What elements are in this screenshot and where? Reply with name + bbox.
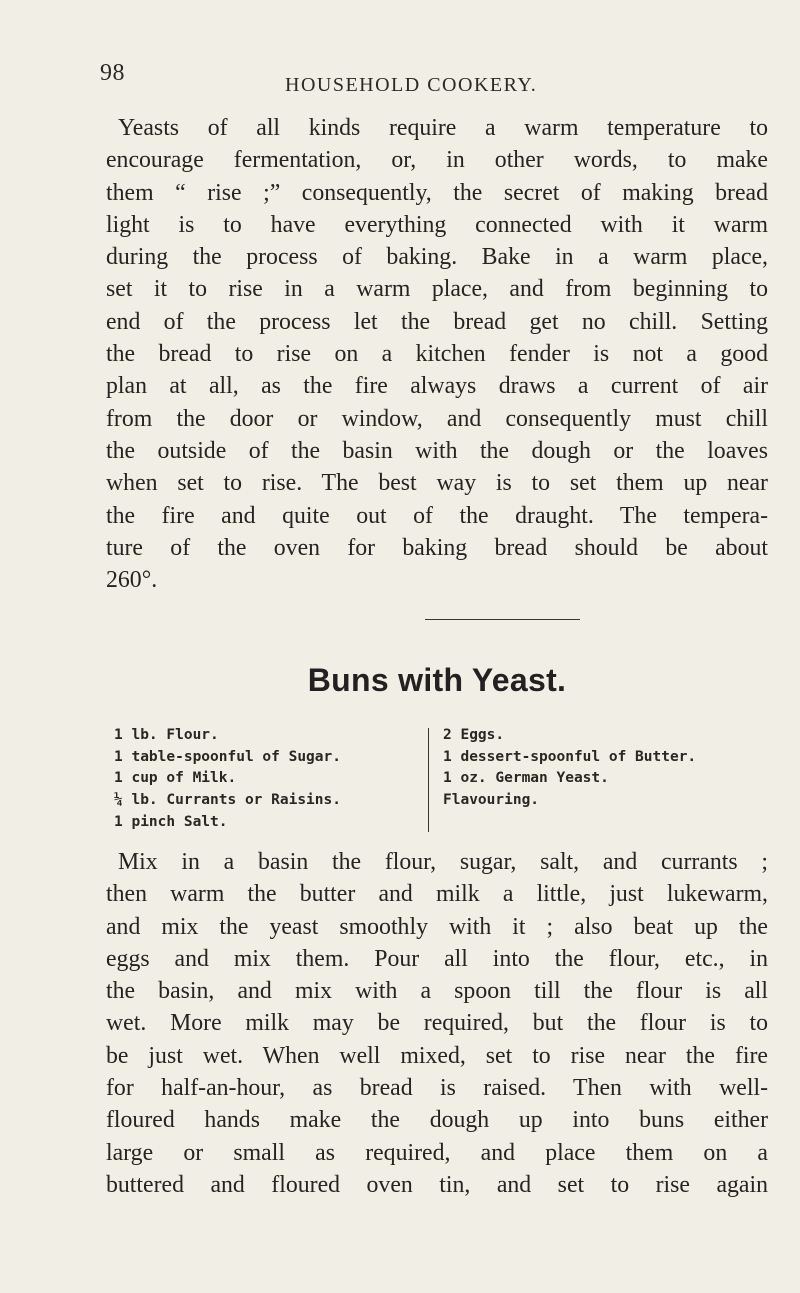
book-title: HOUSEHOLD COOKERY. [285, 74, 538, 96]
text-line: and mix the yeast smoothly with it ; also beat up the [106, 913, 768, 940]
text-line: from the door or window, and consequently must chill [106, 405, 768, 432]
ingredients-column-left [114, 725, 341, 833]
text-line: the outside of the basin with the dough or the loaves [106, 437, 768, 464]
text-line: buttered and floured oven tin, and set to rise again [106, 1171, 768, 1198]
text-line: large or small as required, and place them on a [106, 1139, 768, 1166]
intro-paragraph [106, 112, 768, 596]
ingredient-item: ¼ lb. Currants or Raisins. [114, 792, 341, 809]
text-line: Mix in a basin the flour, sugar, salt, and currants ; [118, 849, 768, 875]
text-line: encourage fermentation, or, in other words, to make [106, 147, 768, 174]
ingredients-column-right [443, 725, 696, 812]
section-divider [425, 619, 580, 620]
text-line: light is to have everything connected with it warm [106, 211, 768, 238]
text-line: 260°. [106, 567, 158, 594]
text-line: floured hands make the dough up into buns either [106, 1107, 768, 1134]
ingredient-item: 1 lb. Flour. [114, 727, 219, 743]
text-line: the basin, and mix with a spoon till the flour is all [106, 978, 768, 1005]
column-divider [428, 728, 429, 832]
text-line: plan at all, as the fire always draws a current of air [106, 373, 768, 400]
text-line: during the process of baking. Bake in a warm place, [106, 244, 768, 271]
ingredient-item: 1 oz. German Yeast. [443, 770, 609, 787]
text-line: be just wet. When well mixed, set to rise near the fire [106, 1042, 768, 1069]
text-line: for half-an-hour, as bread is raised. Then with well- [106, 1075, 768, 1102]
text-line: wet. More milk may be required, but the flour is to [106, 1010, 768, 1037]
method-paragraph [106, 846, 768, 1201]
ingredient-item: 1 cup of Milk. [114, 770, 237, 787]
page-number: 98 [100, 60, 125, 86]
text-line: when set to rise. The best way is to set them up near [106, 470, 768, 497]
ingredient-item: 1 pinch Salt. [114, 813, 228, 830]
text-line: end of the process let the bread get no chill. Setting [106, 308, 768, 335]
ingredient-item: 1 table-spoonful of Sugar. [114, 748, 341, 765]
text-line: set it to rise in a warm place, and from beginning to [106, 276, 768, 303]
text-line: ture of the oven for baking bread should be about [106, 534, 768, 561]
recipe-title: Buns with Yeast. [307, 662, 567, 698]
ingredient-item: 1 dessert-spoonful of Butter. [443, 748, 697, 765]
text-line: then warm the butter and milk a little, just lukewarm, [106, 881, 768, 908]
ingredients-list [114, 725, 774, 835]
ingredient-item: Flavouring. [443, 792, 540, 809]
ingredient-item: 2 Eggs. [443, 727, 505, 743]
text-line: eggs and mix them. Pour all into the flour, etc., in [106, 945, 768, 972]
text-line: them “ rise ;” consequently, the secret of making bread [106, 179, 768, 206]
running-head [100, 60, 700, 100]
text-line: the fire and quite out of the draught. The tempera- [106, 502, 768, 529]
text-line: Yeasts of all kinds require a warm temperature to [118, 115, 768, 141]
text-line: the bread to rise on a kitchen fender is not a good [106, 341, 768, 368]
